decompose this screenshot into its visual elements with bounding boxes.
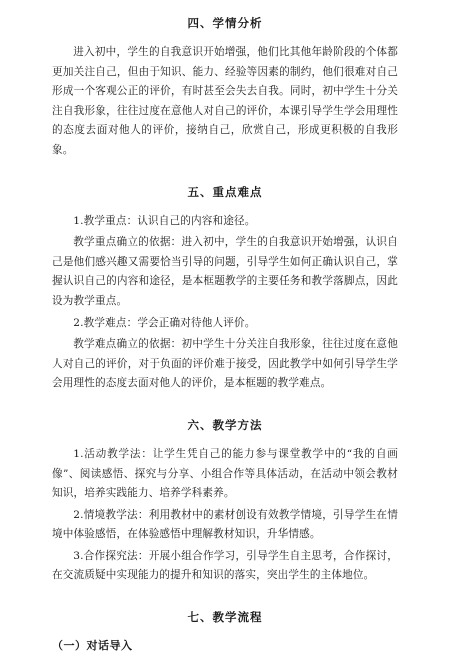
- section-title-learner-analysis: 四、学情分析: [187, 16, 263, 30]
- section-title-teaching-methods: 六、教学方法: [187, 417, 263, 432]
- subsection-title: （一）对话导入: [52, 639, 133, 653]
- section-title-teaching-process: 七、教学流程: [187, 610, 263, 625]
- paragraph: 1.活动教学法：让学生凭自己的能力参与课堂教学中的“我的自画像”、阅读感悟、探究与分享、小组合作等具体活动，在活动中领会教材知识，培养实践能力、培养学科素养。: [52, 447, 398, 500]
- paragraph: 进入初中，学生的自我意识开始增强，他们比其他年龄阶段的个体都更加关注自己，但由于知识、能力、经验等因素的制约，他们很难对自己形成一个客观公正的评价，有时甚至会失去自我。同时，初中学生十分关注自我形象，往往过度在意他人对自己的评价，本课引导学生学会用理性的态度去面对他人的评价，接纳自己，欣赏自己，形成更积极的自我形象。: [52, 46, 398, 156]
- paragraph: 教学难点确立的依据：初中学生十分关注自我形象，往往过度在意他人对自己的评价，对于负面的评价难于接受，因此教学中如何引导学生学会用理性的态度去面对他人的评价，是本框题的教学难点。: [52, 338, 398, 390]
- paragraph: 1.教学重点：认识自己的内容和途径。: [73, 214, 256, 227]
- section-title-key-points: 五、重点难点: [187, 184, 263, 199]
- paragraph: 2.情境教学法：利用教材中的素材创设有效教学情境，引导学生在情境中体验感悟，在体验感悟中理解教材知识，升华情感。: [52, 508, 398, 541]
- paragraph: 2.教学难点：学会正确对待他人评价。: [73, 316, 256, 329]
- paragraph: 教学重点确立的依据：进入初中，学生的自我意识开始增强，认识自己是他们感兴趣又需要恰当引导的问题，引导学生如何正确认识自己，掌握认识自己的内容和途径，是本框题教学的主要任务和教学落脚点，因此设为教学重点。: [52, 236, 398, 307]
- paragraph: 3.合作探究法：开展小组合作学习，引导学生自主思考，合作探讨，在交流质疑中实现能力的提升和知识的落实，突出学生的主体地位。: [52, 549, 398, 582]
